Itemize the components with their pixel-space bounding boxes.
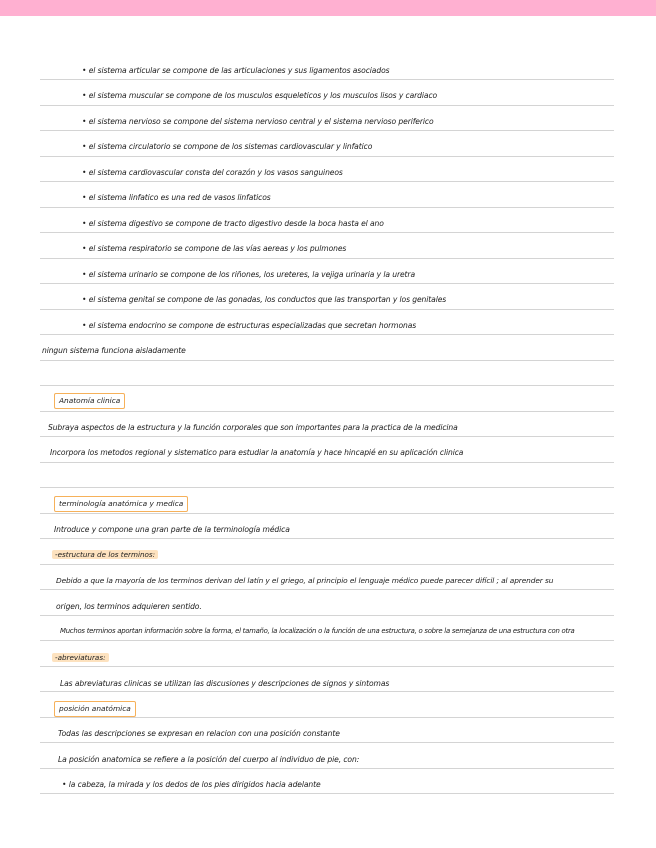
list-item: • la cabeza, la mirada y los dedos de los pies dirigidos hacia adelante (62, 780, 321, 789)
paragraph-line: Debido a que la mayoría de los terminos derivan del latín y el griego, al principio el lenguaje médico puede parecer difícil ; al aprender su (56, 576, 554, 585)
section-title-terminologia: terminología anatómica y medica (54, 496, 188, 512)
list-item: • el sistema linfatico es una red de vasos linfaticos (82, 193, 271, 202)
section-title-posicion-anatomica: posición anatómica (54, 701, 136, 717)
paragraph-line: Incorpora los metodos regional y sistematico para estudiar la anatomía y hace hincapié en su aplicación clinica (50, 448, 464, 457)
list-item: • el sistema circulatorio se compone de los sistemas cardiovascular y linfatico (82, 142, 373, 151)
ruled-line (40, 386, 614, 412)
list-item: • el sistema genital se compone de las gonadas, los conductos que las transportan y los genitales (82, 295, 447, 304)
list-item: • el sistema muscular se compone de los musculos esqueleticos y los musculos lisos y cardiaco (82, 91, 438, 100)
list-item: • el sistema articular se compone de las articulaciones y sus ligamentos asociados (82, 66, 390, 75)
subheading-estructura: -estructura de los terminos: (52, 550, 158, 559)
paragraph-line: Subraya aspectos de la estructura y la función corporales que son importantes para la practica de la medicina (48, 423, 458, 432)
paragraph-line: origen, los terminos adquieren sentido. (56, 602, 202, 611)
ruled-line (40, 641, 614, 667)
paragraph-line: Las abreviaturas clinicas se utilizan las discusiones y descripciones de signos y sintomas (60, 679, 390, 688)
paragraph-line: Introduce y compone una gran parte de la terminología médica (54, 525, 290, 534)
ruled-line (40, 360, 614, 386)
summary-line: ningun sistema funciona aisladamente (42, 346, 186, 355)
section-title-anatomia-clinica: Anatomía clinica (54, 393, 125, 409)
list-item: • el sistema cardiovascular consta del corazón y los vasos sanguineos (82, 168, 343, 177)
list-item: • el sistema nervioso se compone del sistema nervioso central y el sistema nervioso periferico (82, 117, 434, 126)
subheading-abreviaturas: -abreviaturas: (52, 653, 109, 662)
list-item: • el sistema digestivo se compone de tracto digestivo desde la boca hasta el ano (82, 219, 384, 228)
list-item: • el sistema endocrino se compone de estructuras especializadas que secretan hormonas (82, 321, 417, 330)
paragraph-line: Todas las descripciones se expresan en relacion con una posición constante (58, 729, 340, 738)
ruled-line (40, 462, 614, 488)
paragraph-line: Muchos terminos aportan información sobre la forma, el tamaño, la localización o la función de una estructura, o sobre la semejanza de una estructura con otra (60, 627, 575, 635)
list-item: • el sistema urinario se compone de los riñones, los ureteres, la vejiga urinaria y la uretra (82, 270, 416, 279)
list-item: • el sistema respiratorio se compone de las vías aereas y los pulmones (82, 244, 347, 253)
paragraph-line: La posición anatomica se refiere a la posición del cuerpo al individuo de pie, con: (58, 755, 360, 764)
